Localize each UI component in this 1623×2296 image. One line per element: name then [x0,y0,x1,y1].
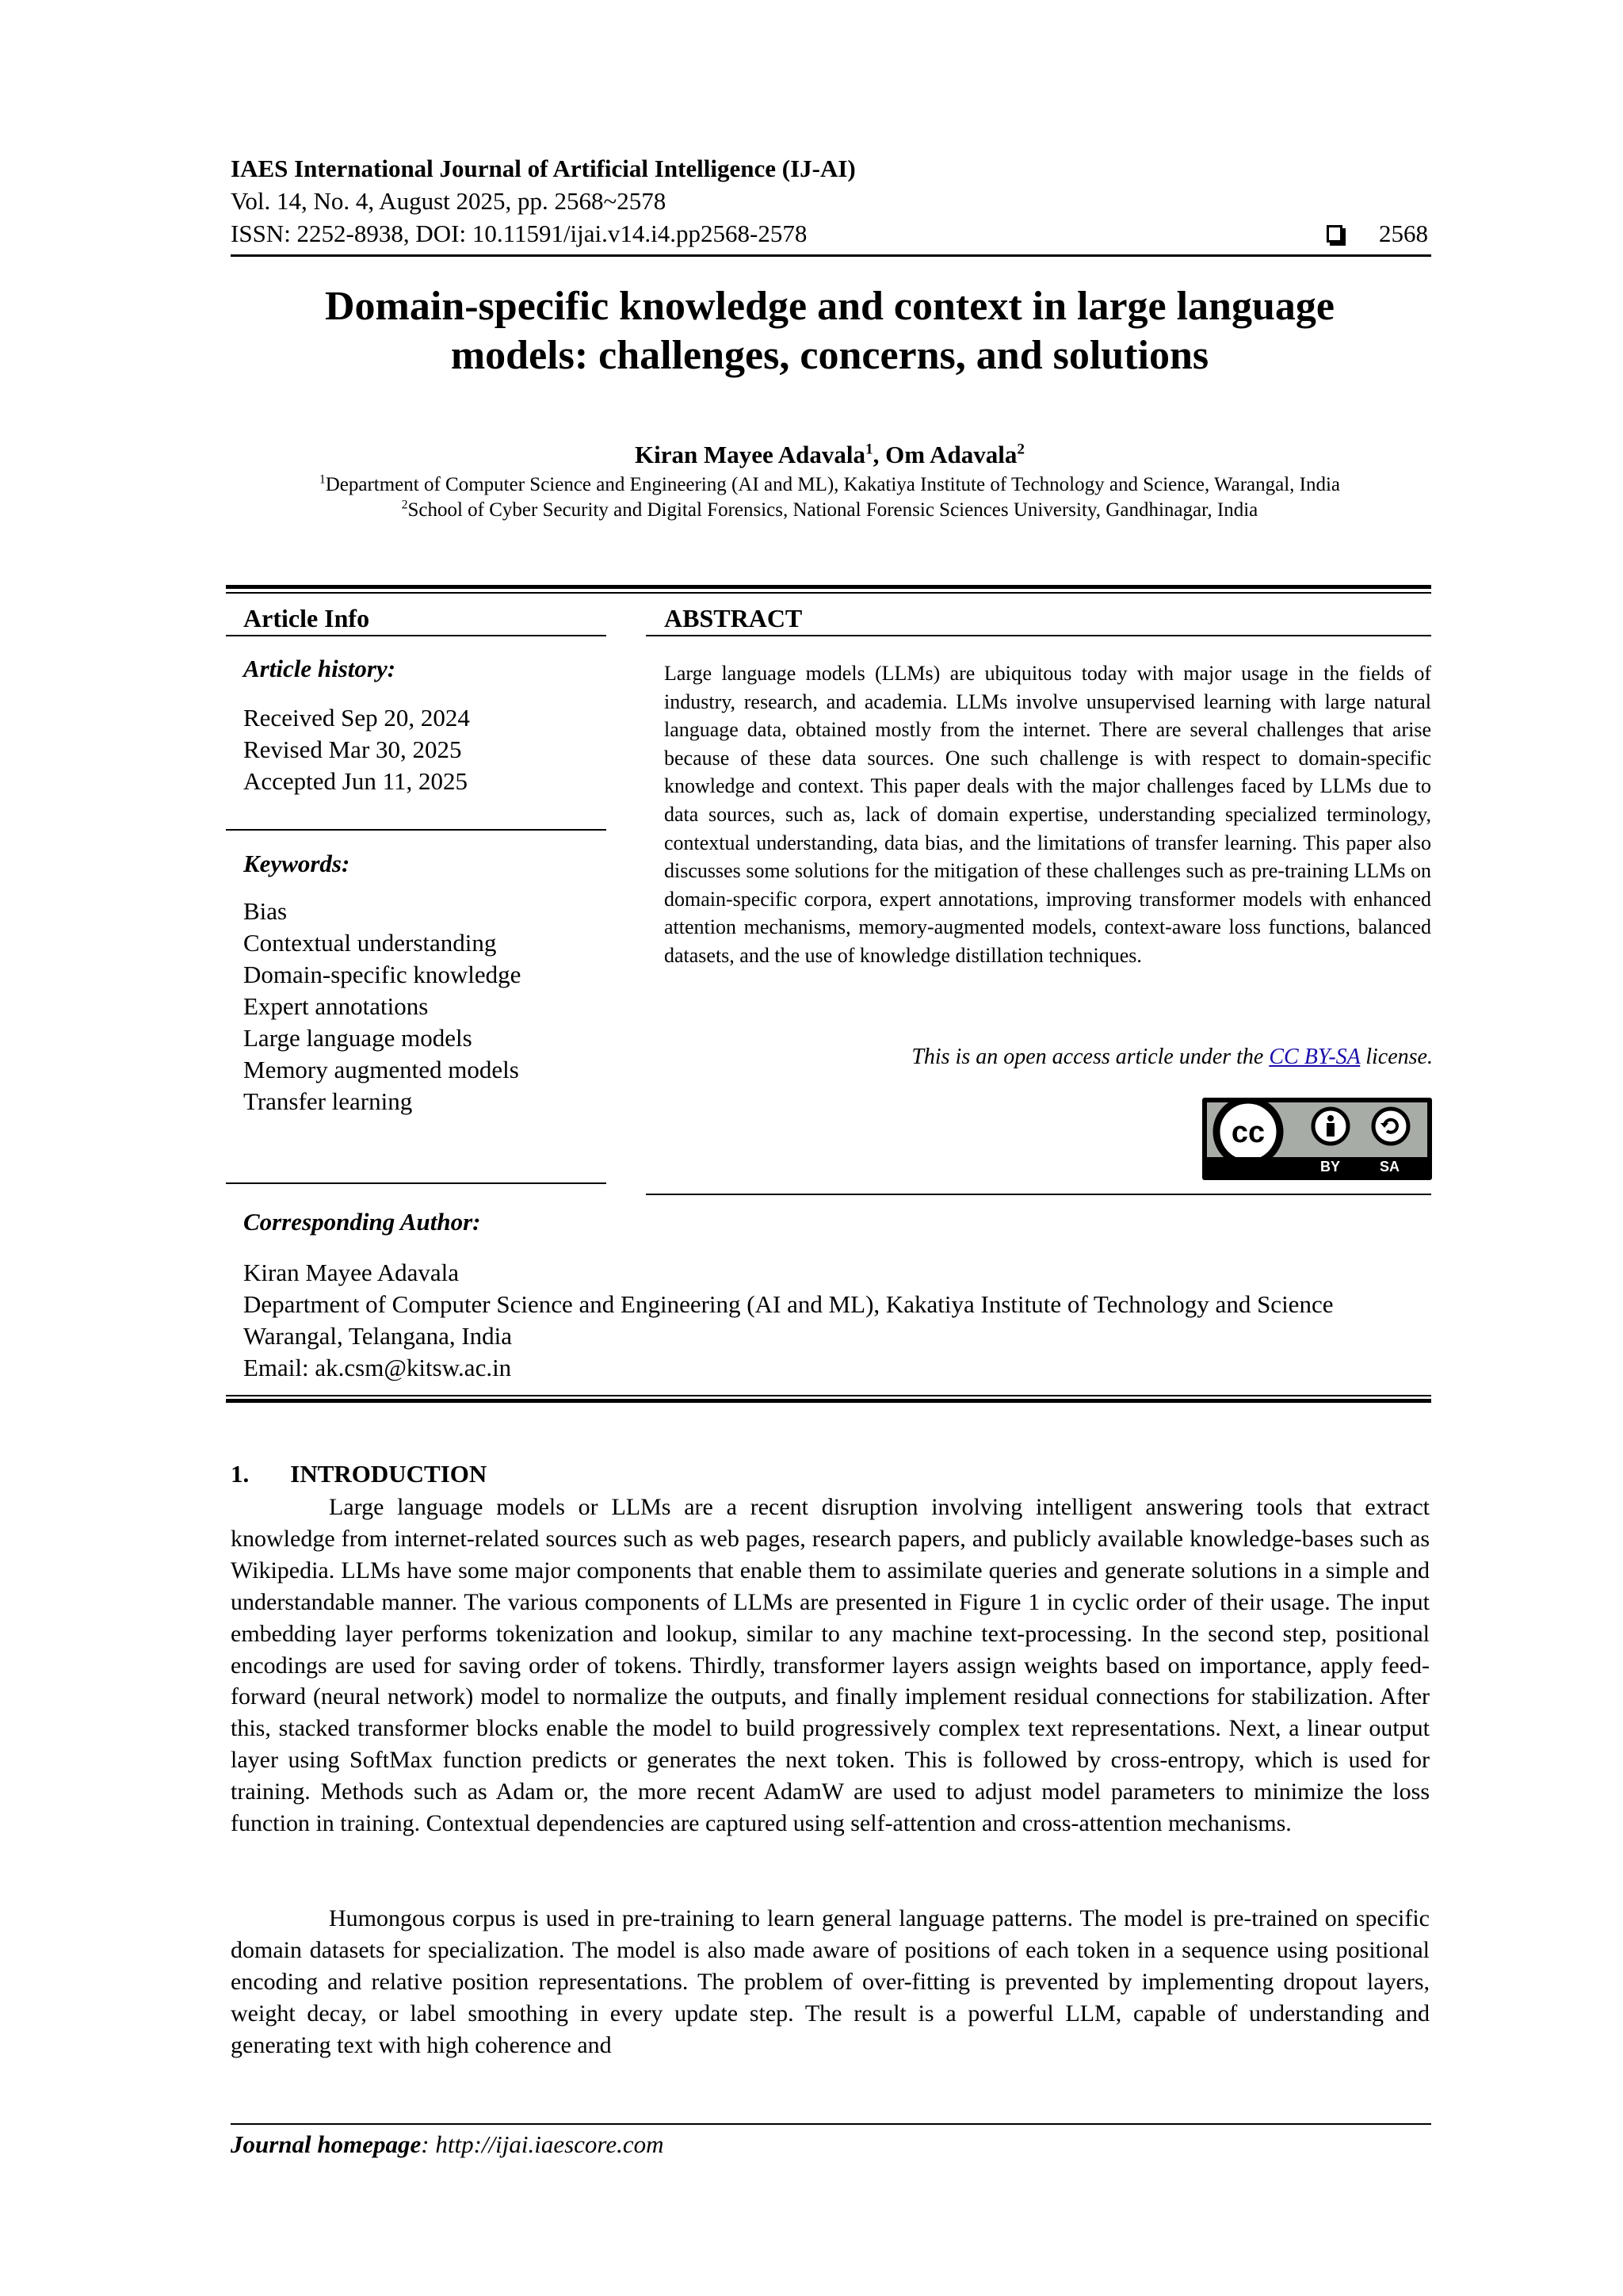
box-bullet-icon [1327,225,1342,243]
section-number: 1. [231,1460,250,1488]
article-history-list [243,702,470,797]
info-top-rule-thick [226,585,1431,589]
history-rule [226,829,606,831]
page-number: 2568 [1379,220,1428,247]
license-link[interactable]: CC BY-SA [1269,1045,1361,1069]
homepage-label: Journal homepage [231,2130,422,2158]
keyword: Bias [243,897,288,925]
open-access-notice [911,1045,1433,1070]
footer-rule [231,2123,1431,2125]
keyword: Domain-specific knowledge [243,961,521,988]
journal-name: IAES International Journal of Artificial Intelligence (IJ-AI) [231,155,856,182]
journal-homepage [231,2130,663,2159]
page-number-group [1327,220,1428,247]
journal-issn-doi: ISSN: 2252-8938, DOI: 10.11591/ijai.v14.i4.pp2568-2578 [231,220,808,247]
intro-paragraph-2: Humongous corpus is used in pre-training to learn general language patterns. The model is pre-trained on specific domain datasets for specialization. The model is also made aware of positions of each token in a sequence using positional encoding and relative position representations. The problem of over-fitting is prevented by implementing dropout layers, weight decay, or label smoothing in every update step. The result is a powerful LLM, capable of understanding and generating text with high coherence and [231,1905,1430,2058]
author-1-affil-mark: 1 [865,441,873,458]
author-2-affil-mark: 2 [1017,441,1025,458]
cc-letters: cc [1231,1116,1266,1149]
badge-sa-label: SA [1379,1159,1400,1175]
received-date: Received Sep 20, 2024 [243,704,470,732]
article-info-rule [226,635,606,636]
article-history-heading: Article history: [243,655,396,682]
info-bottom-rule-thick [226,1399,1431,1403]
title-line-1: Domain-specific knowledge and context in large language [325,284,1335,329]
corresponding-details [243,1257,1333,1384]
abstract-heading: ABSTRACT [664,604,803,632]
badge-labels [1300,1159,1419,1175]
affiliation-1 [231,474,1429,496]
keyword: Contextual understanding [243,929,497,957]
author-list [231,441,1429,469]
affiliation-mark: 1 [319,472,326,487]
author-2: Om Adavala [885,441,1018,468]
article-info-heading: Article Info [243,604,370,632]
affiliation-2 [231,499,1429,521]
abstract-bottom-rule [646,1194,1431,1195]
keyword: Expert annotations [243,992,429,1020]
section-title: INTRODUCTION [290,1460,487,1488]
affiliation-mark: 2 [401,498,408,512]
intro-paragraph-1: Large language models or LLMs are a recent disruption involving intelligent answering tools that extract knowledge from internet-related sources such as web pages, research papers, and publicly available knowledge-bases such as Wikipedia. LLMs have some major components that enable them to assimilate queries and generate solutions in a simple and understandable manner. The various components of LLMs are presented in Figure 1 in cyclic order of their usage. The input embedding layer performs tokenization and lookup, similar to any machine text-processing. In the second step, positional encodings are used for saving order of tokens. Thirdly, transformer layers assign weights based on importance, apply feed-forward (neural network) model to normalize the outputs, and finally implement residual connections for stabilization. After this, stacked transformer blocks enable the model to build progressively complex text representations. Next, a linear output layer using SoftMax function predicts or generates the next token. This is followed by cross-entropy, which is used for training. Methods such as Adam or, the more recent AdamW are used to adjust model parameters to minimize the loss function in training. Contextual dependencies are captured using self-attention and cross-attention mechanisms. [231,1494,1430,1837]
keyword: Transfer learning [243,1087,413,1115]
keywords-list [243,896,521,1117]
license-suffix: license. [1360,1045,1433,1069]
paper-title [231,282,1429,380]
cc-by-sa-badge[interactable] [1202,1098,1432,1180]
keywords-heading: Keywords: [243,850,350,877]
accepted-date: Accepted Jun 11, 2025 [243,767,468,795]
license-prefix: This is an open access article under the [911,1045,1270,1069]
affiliation-text: School of Cyber Security and Digital Forensics, National Forensic Sciences University, Gandhinagar, India [407,499,1258,521]
corresponding-name: Kiran Mayee Adavala [243,1259,459,1286]
corresponding-heading: Corresponding Author: [243,1208,481,1236]
info-top-rule-thin [226,592,1431,594]
introduction-heading [231,1460,487,1488]
badge-by-label: BY [1319,1159,1340,1175]
by-person-body [1327,1123,1335,1137]
homepage-url: : http://ijai.iaescore.com [421,2130,664,2158]
header-rule [231,254,1431,257]
keyword: Memory augmented models [243,1056,519,1083]
author-1: Kiran Mayee Adavala [635,441,866,468]
revised-date: Revised Mar 30, 2025 [243,735,462,763]
journal-volume: Vol. 14, No. 4, August 2025, pp. 2568~2578 [231,187,666,215]
keyword: Large language models [243,1024,472,1052]
abstract-heading-rule [646,635,1431,636]
author-separator: , [873,441,886,468]
title-line-2: models: challenges, concerns, and solutions [450,333,1209,378]
cc-badge-graphic [1207,1102,1427,1157]
by-person-head [1327,1115,1334,1121]
abstract-text: Large language models (LLMs) are ubiquitous today with major usage in the fields of industry, research, and academia. LLMs involve unsupervised learning with large natural language data, obtained mostly from the internet. There are several challenges that arise because of these data sources. One such challenge is with respect to domain-specific knowledge and context. This paper deals with the major challenges faced by LLMs due to data sources, such as, lack of domain expertise, understanding specialized terminology, contextual understanding, data bias, and the limitations of transfer learning. This paper also discusses some solutions for the mitigation of these challenges such as pre-training LLMs on domain-specific corpora, expert annotations, improving transformer models with enhanced attention mechanisms, memory-augmented models, context-aware loss functions, balanced datasets, and the use of knowledge distillation techniques. [664,662,1431,967]
corresponding-email: Email: ak.csm@kitsw.ac.in [243,1354,512,1381]
badge-panel [1207,1102,1427,1157]
corresponding-department: Department of Computer Science and Engineering (AI and ML), Kakatiya Institute of Technology and Science [243,1290,1334,1318]
corresponding-location: Warangal, Telangana, India [243,1322,513,1350]
keywords-bottom-rule [226,1182,606,1184]
affiliation-text: Department of Computer Science and Engineering (AI and ML), Kakatiya Institute of Technology and Science, Warangal, India [325,474,1341,495]
info-bottom-rule-thin [226,1395,1431,1396]
sa-share-icon [1373,1109,1408,1144]
